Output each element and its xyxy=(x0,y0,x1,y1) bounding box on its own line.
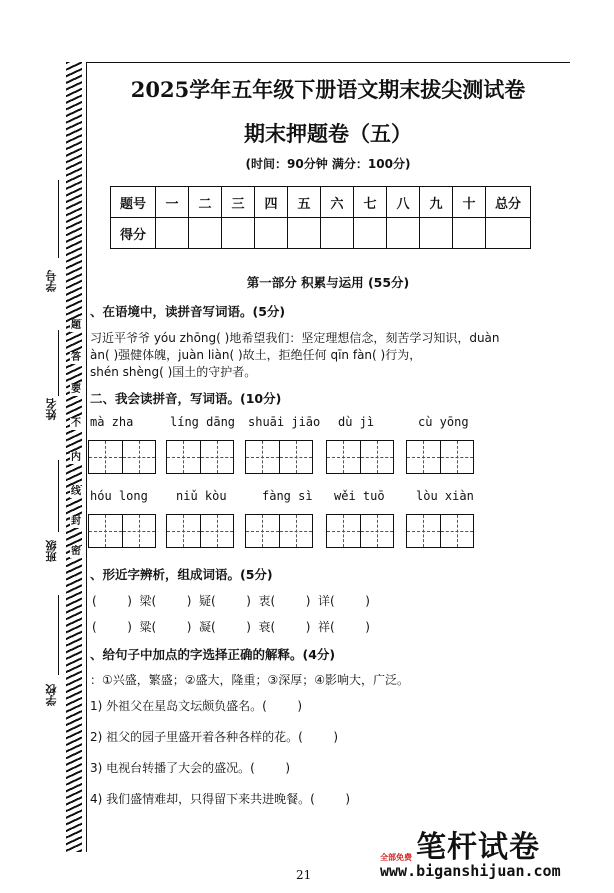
seal-char: 不 xyxy=(71,418,81,429)
score-header-cell: 五 xyxy=(288,187,321,218)
name-blank xyxy=(58,330,59,396)
name-label: 姓名 xyxy=(45,398,58,420)
seal-char: 答 xyxy=(71,352,81,363)
score-cell[interactable] xyxy=(354,218,387,249)
writing-grid[interactable] xyxy=(88,514,156,548)
score-cell[interactable] xyxy=(288,218,321,249)
score-header-cell: 三 xyxy=(222,187,255,218)
pinyin-label: mà zha xyxy=(90,415,134,429)
seal-char: 题 xyxy=(71,320,81,331)
score-header-cell: 题号 xyxy=(111,187,156,218)
q3-row: ( ) 梁( ) 疑( ) 衷( ) 详( ) xyxy=(92,594,370,608)
writing-grid[interactable] xyxy=(326,440,394,474)
q1-line: shén shèng( )国土的守护者。 xyxy=(90,365,257,379)
q1-line: àn( )强健体魄，juàn liàn( )故土，拒绝任何 qīn fàn( )行为， xyxy=(90,348,422,362)
section-heading: 第一部分 积累与运用 (55分) xyxy=(246,275,410,290)
seal-char: 密 xyxy=(71,546,81,557)
pinyin-label: fàng sì xyxy=(262,489,313,503)
seal-char: 内 xyxy=(71,452,81,463)
watermark-logo: 笔杆试卷 xyxy=(416,830,540,865)
student-id-label: 学号 xyxy=(45,270,58,292)
score-header-cell: 八 xyxy=(387,187,420,218)
q4-item: 1) 外祖父在星岛文坛颇负盛名。( ) xyxy=(90,699,303,713)
exam-subtitle: 期末押题卷（五） xyxy=(244,121,412,146)
writing-grid[interactable] xyxy=(166,514,234,548)
watermark-tag: 全部免费 xyxy=(380,853,412,862)
pinyin-label: niǔ kòu xyxy=(176,489,227,503)
score-table-header-row xyxy=(111,187,531,218)
school-label: 学校 xyxy=(45,684,58,706)
seal-char: 封 xyxy=(71,516,81,527)
writing-grid[interactable] xyxy=(245,514,313,548)
q1-line: 习近平爷爷 yóu zhōng( )地希望我们：坚定理想信念，刻苦学习知识，duàn xyxy=(90,331,500,345)
exam-title: 2025学年五年级下册语文期末拔尖测试卷 xyxy=(130,77,526,102)
writing-grid[interactable] xyxy=(166,440,234,474)
page-number: 21 xyxy=(296,868,312,882)
seal-char: 要 xyxy=(71,384,81,395)
q4-heading: 、给句子中加点的字选择正确的解释。(4分) xyxy=(90,647,336,662)
writing-grid[interactable] xyxy=(88,440,156,474)
score-header-cell: 二 xyxy=(189,187,222,218)
score-cell[interactable] xyxy=(453,218,486,249)
top-rule xyxy=(86,62,570,63)
pinyin-label: dù jì xyxy=(338,415,375,429)
score-header-cell: 四 xyxy=(255,187,288,218)
pinyin-label: wěi tuō xyxy=(334,489,385,503)
student-id-blank xyxy=(58,180,59,258)
score-header-cell: 七 xyxy=(354,187,387,218)
pinyin-label: cù yōng xyxy=(418,415,469,429)
q4-item: 2) 祖父的园子里盛开着各种各样的花。( ) xyxy=(90,730,339,744)
school-blank xyxy=(58,595,59,675)
q4-options: ：①兴盛，繁盛；②盛大，隆重；③深厚；④影响大，广泛。 xyxy=(90,673,410,687)
score-cell[interactable] xyxy=(387,218,420,249)
class-label: 班级 xyxy=(45,540,58,562)
exam-meta: (时间：90分钟 满分：100分) xyxy=(245,157,411,171)
writing-grid[interactable] xyxy=(245,440,313,474)
score-header-cell: 六 xyxy=(321,187,354,218)
writing-grid[interactable] xyxy=(406,440,474,474)
pinyin-label: hóu long xyxy=(90,489,148,503)
q1-heading: 、在语境中，读拼音写词语。(5分) xyxy=(90,304,286,319)
score-header-cell: 一 xyxy=(156,187,189,218)
score-cell[interactable] xyxy=(156,218,189,249)
watermark-url: www.biganshijuan.com xyxy=(380,862,561,880)
q4-item: 4) 我们盛情难却，只得留下来共进晚餐。( ) xyxy=(90,792,351,806)
class-blank xyxy=(58,460,59,532)
score-table-score-row xyxy=(111,218,531,249)
score-cell[interactable] xyxy=(420,218,453,249)
binding-line xyxy=(86,62,87,852)
score-cell[interactable] xyxy=(486,218,531,249)
score-cell[interactable] xyxy=(222,218,255,249)
score-header-cell: 总分 xyxy=(486,187,531,218)
score-header-cell: 九 xyxy=(420,187,453,218)
q3-row: ( ) 粱( ) 凝( ) 衰( ) 祥( ) xyxy=(92,620,370,634)
pinyin-label: líng dāng xyxy=(170,415,236,429)
score-row-label: 得分 xyxy=(111,218,156,249)
q4-item: 3) 电视台转播了大会的盛况。( ) xyxy=(90,761,291,775)
score-cell[interactable] xyxy=(189,218,222,249)
score-header-cell: 十 xyxy=(453,187,486,218)
pinyin-label: lòu xiàn xyxy=(416,489,474,503)
writing-grid[interactable] xyxy=(326,514,394,548)
pinyin-label: shuāi jiāo xyxy=(248,415,321,429)
q3-heading: 、形近字辨析，组成词语。(5分) xyxy=(90,567,273,582)
writing-grid[interactable] xyxy=(406,514,474,548)
seal-char: 线 xyxy=(71,486,81,497)
score-cell[interactable] xyxy=(255,218,288,249)
q2-heading: 二、我会读拼音，写词语。(10分) xyxy=(90,391,282,406)
score-table xyxy=(110,186,531,249)
score-cell[interactable] xyxy=(321,218,354,249)
